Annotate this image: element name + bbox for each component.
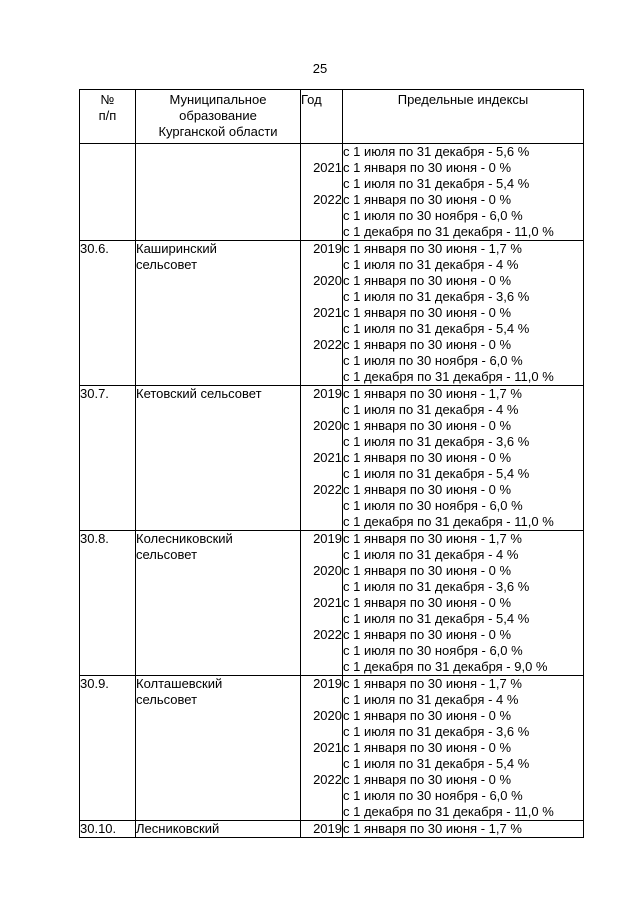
- year-cell: [301, 531, 343, 676]
- year-line: 2019: [313, 821, 342, 836]
- table-header-row: [80, 90, 584, 144]
- header-year: Год: [301, 90, 343, 144]
- year-line: [301, 579, 342, 595]
- year-cell: [301, 144, 343, 241]
- header-num-line: №: [100, 92, 115, 107]
- municipality-name-line: сельсовет: [136, 547, 198, 562]
- index-line: с 1 июля по 31 декабря - 3,6 %: [343, 579, 530, 594]
- index-line: с 1 июля по 31 декабря - 5,4 %: [343, 321, 530, 336]
- index-line: с 1 января по 30 июня - 1,7 %: [343, 386, 522, 401]
- year-line: 2020: [313, 418, 342, 433]
- year-line: 2022: [313, 627, 342, 642]
- index-line: с 1 января по 30 июня - 1,7 %: [343, 676, 522, 691]
- index-line: с 1 января по 30 июня - 0 %: [343, 772, 512, 787]
- table-row: [80, 821, 584, 838]
- year-line: [301, 643, 342, 659]
- year-line: [301, 788, 342, 804]
- index-line: с 1 июля по 31 декабря - 3,6 %: [343, 434, 530, 449]
- year-line: 2021: [313, 740, 342, 755]
- index-line: с 1 января по 30 июня - 0 %: [343, 482, 512, 497]
- index-line: с 1 декабря по 31 декабря - 11,0 %: [343, 369, 554, 384]
- municipality-name-line: сельсовет: [136, 692, 198, 707]
- index-line: с 1 июля по 30 ноября - 6,0 %: [343, 788, 523, 803]
- index-line: с 1 июля по 31 декабря - 4 %: [343, 257, 519, 272]
- index-line: с 1 июля по 30 ноября - 6,0 %: [343, 353, 523, 368]
- index-line: с 1 декабря по 31 декабря - 11,0 %: [343, 224, 554, 239]
- year-line: [301, 466, 342, 482]
- municipality-name-line: Каширинский: [136, 241, 217, 256]
- index-line: с 1 января по 30 июня - 0 %: [343, 627, 512, 642]
- year-line: 2019: [313, 386, 342, 401]
- index-line: с 1 декабря по 31 декабря - 9,0 %: [343, 659, 548, 674]
- year-line: 2021: [313, 160, 342, 175]
- year-line: 2022: [313, 482, 342, 497]
- row-number: 30.10.: [80, 821, 136, 838]
- index-line: с 1 июля по 31 декабря - 5,4 %: [343, 176, 530, 191]
- header-municipality: [136, 90, 301, 144]
- indices-cell: [343, 386, 584, 531]
- municipality-cell: [136, 531, 301, 676]
- index-line: с 1 июля по 31 декабря - 3,6 %: [343, 289, 530, 304]
- year-line: 2020: [313, 563, 342, 578]
- index-line: с 1 июля по 30 ноября - 6,0 %: [343, 643, 523, 658]
- index-line: с 1 января по 30 июня - 1,7 %: [343, 821, 522, 836]
- index-line: с 1 июля по 31 декабря - 4 %: [343, 692, 519, 707]
- index-line: с 1 января по 30 июня - 0 %: [343, 450, 512, 465]
- row-number: [80, 144, 136, 241]
- indices-table: [79, 89, 584, 838]
- year-cell: [301, 386, 343, 531]
- index-line: с 1 января по 30 июня - 0 %: [343, 305, 512, 320]
- index-line: с 1 января по 30 июня - 0 %: [343, 708, 512, 723]
- header-num: [80, 90, 136, 144]
- year-line: 2022: [313, 772, 342, 787]
- index-line: с 1 января по 30 июня - 0 %: [343, 337, 512, 352]
- index-line: с 1 января по 30 июня - 0 %: [343, 563, 512, 578]
- year-line: 2020: [313, 708, 342, 723]
- year-line: [301, 224, 342, 240]
- index-line: с 1 января по 30 июня - 0 %: [343, 595, 512, 610]
- header-municipality-line: Курганской области: [158, 124, 278, 139]
- year-line: 2022: [313, 337, 342, 352]
- indices-cell: [343, 241, 584, 386]
- index-line: с 1 июля по 30 ноября - 6,0 %: [343, 498, 523, 513]
- year-line: [301, 659, 342, 675]
- year-cell: [301, 821, 343, 838]
- municipality-cell: [136, 386, 301, 531]
- year-cell: [301, 676, 343, 821]
- index-line: с 1 января по 30 июня - 1,7 %: [343, 241, 522, 256]
- index-line: с 1 декабря по 31 декабря - 11,0 %: [343, 804, 554, 819]
- index-line: с 1 января по 30 июня - 1,7 %: [343, 531, 522, 546]
- year-line: [301, 289, 342, 305]
- year-line: 2019: [313, 241, 342, 256]
- year-line: [301, 514, 342, 530]
- year-line: [301, 756, 342, 772]
- year-line: [301, 402, 342, 418]
- year-line: [301, 144, 342, 160]
- index-line: с 1 января по 30 июня - 0 %: [343, 160, 512, 175]
- index-line: с 1 января по 30 июня - 0 %: [343, 192, 512, 207]
- year-line: [301, 208, 342, 224]
- index-line: с 1 июля по 31 декабря - 5,4 %: [343, 756, 530, 771]
- table-body: [80, 144, 584, 838]
- year-line: [301, 547, 342, 563]
- year-line: 2021: [313, 450, 342, 465]
- year-line: [301, 321, 342, 337]
- table-row: [80, 144, 584, 241]
- indices-cell: [343, 821, 584, 838]
- municipality-name-line: сельсовет: [136, 257, 198, 272]
- table-row: [80, 531, 584, 676]
- year-line: [301, 434, 342, 450]
- municipality-name-line: Колташевский: [136, 676, 223, 691]
- index-line: с 1 июля по 31 декабря - 3,6 %: [343, 724, 530, 739]
- index-line: с 1 июля по 31 декабря - 5,4 %: [343, 611, 530, 626]
- index-line: с 1 июля по 31 декабря - 5,6 %: [343, 144, 530, 159]
- year-line: 2022: [313, 192, 342, 207]
- municipality-cell: [136, 821, 301, 838]
- municipality-cell: [136, 144, 301, 241]
- year-line: [301, 611, 342, 627]
- page-number: 25: [312, 61, 328, 76]
- indices-cell: [343, 676, 584, 821]
- year-line: 2020: [313, 273, 342, 288]
- year-line: [301, 257, 342, 273]
- municipality-cell: [136, 676, 301, 821]
- year-cell: [301, 241, 343, 386]
- year-line: [301, 724, 342, 740]
- row-number: 30.8.: [80, 531, 136, 676]
- index-line: с 1 июля по 30 ноября - 6,0 %: [343, 208, 523, 223]
- year-line: [301, 692, 342, 708]
- table-row: [80, 386, 584, 531]
- header-indices: Предельные индексы: [343, 90, 584, 144]
- municipality-cell: [136, 241, 301, 386]
- index-line: с 1 января по 30 июня - 0 %: [343, 740, 512, 755]
- year-line: 2021: [313, 305, 342, 320]
- year-line: [301, 353, 342, 369]
- municipality-name-line: Лесниковский: [136, 821, 220, 836]
- header-municipality-line: образование: [179, 108, 257, 123]
- year-line: 2019: [313, 531, 342, 546]
- index-line: с 1 июля по 31 декабря - 4 %: [343, 402, 519, 417]
- municipality-name-line: Кетовский сельсовет: [136, 386, 262, 401]
- index-line: с 1 июля по 31 декабря - 5,4 %: [343, 466, 530, 481]
- year-line: [301, 498, 342, 514]
- year-line: 2019: [313, 676, 342, 691]
- year-line: [301, 369, 342, 385]
- municipality-name-line: Колесниковский: [136, 531, 233, 546]
- indices-cell: [343, 531, 584, 676]
- table-row: [80, 676, 584, 821]
- header-municipality-line: Муниципальное: [169, 92, 267, 107]
- year-line: [301, 176, 342, 192]
- table-row: [80, 241, 584, 386]
- indices-cell: [343, 144, 584, 241]
- row-number: 30.7.: [80, 386, 136, 531]
- year-line: [301, 804, 342, 820]
- index-line: с 1 января по 30 июня - 0 %: [343, 418, 512, 433]
- index-line: с 1 января по 30 июня - 0 %: [343, 273, 512, 288]
- row-number: 30.9.: [80, 676, 136, 821]
- year-line: 2021: [313, 595, 342, 610]
- index-line: с 1 июля по 31 декабря - 4 %: [343, 547, 519, 562]
- row-number: 30.6.: [80, 241, 136, 386]
- index-line: с 1 декабря по 31 декабря - 11,0 %: [343, 514, 554, 529]
- header-num-line: п/п: [98, 108, 117, 123]
